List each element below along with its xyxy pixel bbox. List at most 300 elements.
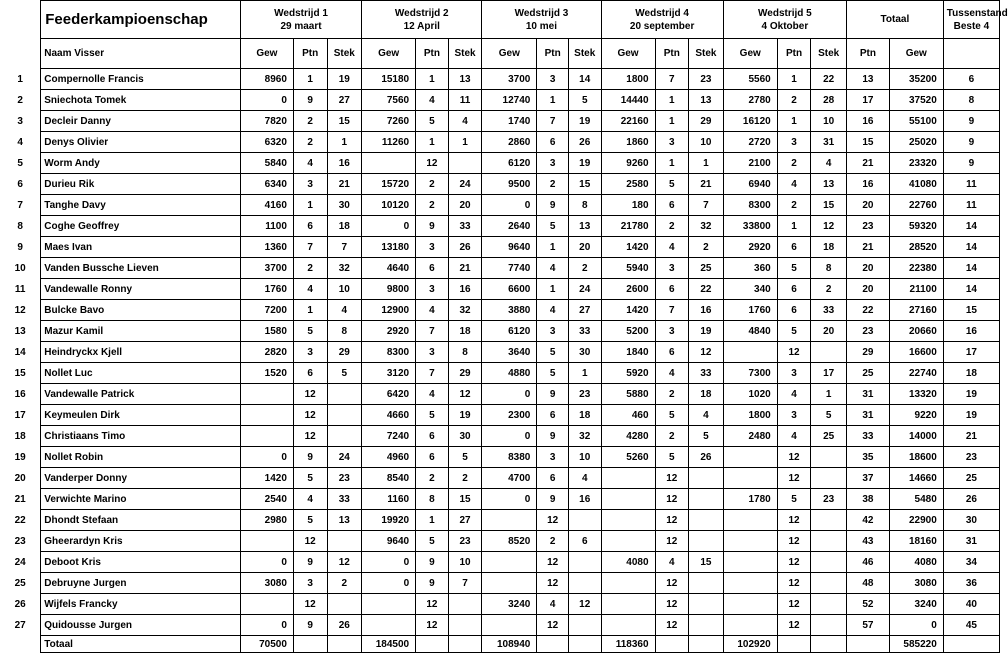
peg-cell: 21 bbox=[689, 174, 724, 195]
weight-cell: 15720 bbox=[362, 174, 416, 195]
peg-cell bbox=[811, 468, 847, 489]
points-cell: 12 bbox=[777, 531, 811, 552]
peg-cell: 12 bbox=[448, 384, 482, 405]
best4-cell: 36 bbox=[943, 573, 999, 594]
points-cell: 3 bbox=[416, 279, 449, 300]
weight-cell: 2100 bbox=[723, 153, 777, 174]
points-cell: 9 bbox=[416, 573, 449, 594]
weight-cell: 0 bbox=[362, 552, 416, 573]
total-weight-cell: 18160 bbox=[889, 531, 943, 552]
total-points-cell: 16 bbox=[847, 111, 890, 132]
rank-cell: 7 bbox=[17, 199, 23, 211]
points-cell: 12 bbox=[777, 615, 811, 636]
points-cell: 5 bbox=[416, 531, 449, 552]
weight-cell bbox=[240, 384, 293, 405]
angler-name-cell: Nollet Robin bbox=[41, 447, 241, 468]
weight-cell: 1420 bbox=[601, 237, 655, 258]
total-weight-cell: 20660 bbox=[889, 321, 943, 342]
weight-cell bbox=[601, 531, 655, 552]
points-cell: 6 bbox=[777, 237, 811, 258]
angler-name-cell: Vanderper Donny bbox=[41, 468, 241, 489]
ptn-column-header: Ptn bbox=[777, 39, 811, 69]
best4-cell: 8 bbox=[943, 90, 999, 111]
table-row bbox=[0, 594, 1000, 615]
points-cell: 12 bbox=[293, 531, 327, 552]
peg-cell: 10 bbox=[811, 111, 847, 132]
weight-cell: 9800 bbox=[362, 279, 416, 300]
table-row bbox=[0, 111, 1000, 132]
peg-cell: 10 bbox=[689, 132, 724, 153]
weight-cell: 6120 bbox=[482, 321, 537, 342]
peg-cell bbox=[811, 342, 847, 363]
weight-cell: 6320 bbox=[240, 132, 293, 153]
weight-cell bbox=[723, 510, 777, 531]
weight-cell: 0 bbox=[240, 552, 293, 573]
points-cell: 12 bbox=[293, 594, 327, 615]
total-weight-cell: 0 bbox=[889, 615, 943, 636]
angler-name-cell: Sniechota Tomek bbox=[41, 90, 241, 111]
match-header-4: Wedstrijd 4 20 september bbox=[601, 1, 723, 39]
peg-cell bbox=[811, 447, 847, 468]
weight-cell: 4700 bbox=[482, 468, 537, 489]
weight-cell: 3640 bbox=[482, 342, 537, 363]
best4-cell: 14 bbox=[943, 216, 999, 237]
weight-cell: 0 bbox=[240, 90, 293, 111]
weight-cell: 1360 bbox=[240, 237, 293, 258]
points-cell: 12 bbox=[655, 573, 689, 594]
points-cell: 3 bbox=[777, 363, 811, 384]
peg-cell: 33 bbox=[811, 300, 847, 321]
points-cell: 12 bbox=[777, 573, 811, 594]
weight-cell: 1740 bbox=[482, 111, 537, 132]
points-cell: 2 bbox=[537, 174, 569, 195]
points-cell: 9 bbox=[293, 552, 327, 573]
totals-empty-cell bbox=[293, 636, 327, 653]
rank-cell: 23 bbox=[14, 535, 26, 547]
points-cell: 12 bbox=[293, 405, 327, 426]
points-cell: 5 bbox=[777, 258, 811, 279]
total-points-cell: 31 bbox=[847, 384, 890, 405]
total-points-cell: 17 bbox=[847, 90, 890, 111]
totals-empty-cell bbox=[847, 636, 890, 653]
best4-cell: 9 bbox=[943, 153, 999, 174]
weight-cell: 1020 bbox=[723, 384, 777, 405]
total-points-cell: 20 bbox=[847, 195, 890, 216]
points-cell: 2 bbox=[777, 153, 811, 174]
angler-name-cell: Quidousse Jurgen bbox=[41, 615, 241, 636]
points-cell: 9 bbox=[416, 216, 449, 237]
peg-cell: 4 bbox=[448, 111, 482, 132]
points-cell: 1 bbox=[293, 69, 327, 90]
weight-cell: 13180 bbox=[362, 237, 416, 258]
weight-cell bbox=[601, 594, 655, 615]
weight-cell bbox=[601, 468, 655, 489]
points-cell: 6 bbox=[777, 300, 811, 321]
total-points-cell: 38 bbox=[847, 489, 890, 510]
peg-cell: 8 bbox=[327, 321, 362, 342]
peg-cell: 12 bbox=[327, 552, 362, 573]
total-weight-cell: 9220 bbox=[889, 405, 943, 426]
points-cell: 3 bbox=[777, 132, 811, 153]
rank-cell: 8 bbox=[17, 220, 23, 232]
table-row bbox=[0, 426, 1000, 447]
peg-cell bbox=[811, 594, 847, 615]
angler-name-cell: Vandewalle Patrick bbox=[41, 384, 241, 405]
angler-name-cell: Vanden Bussche Lieven bbox=[41, 258, 241, 279]
points-cell: 4 bbox=[537, 594, 569, 615]
weight-cell: 340 bbox=[723, 279, 777, 300]
total-weight-cell: 18600 bbox=[889, 447, 943, 468]
peg-cell: 21 bbox=[327, 174, 362, 195]
totals-empty-cell bbox=[327, 636, 362, 653]
weight-cell: 1840 bbox=[601, 342, 655, 363]
gew-column-header: Gew bbox=[240, 39, 293, 69]
peg-cell: 19 bbox=[689, 321, 724, 342]
total-points-cell: 29 bbox=[847, 342, 890, 363]
weight-cell: 7820 bbox=[240, 111, 293, 132]
points-cell: 9 bbox=[293, 90, 327, 111]
weight-cell bbox=[723, 342, 777, 363]
total-points-cell: 52 bbox=[847, 594, 890, 615]
weight-cell: 8960 bbox=[240, 69, 293, 90]
points-cell: 12 bbox=[416, 594, 449, 615]
weight-cell bbox=[601, 510, 655, 531]
best4-cell: 26 bbox=[943, 489, 999, 510]
weight-cell: 6420 bbox=[362, 384, 416, 405]
table-row bbox=[0, 90, 1000, 111]
rank-cell: 12 bbox=[14, 304, 26, 316]
weight-cell: 8520 bbox=[482, 531, 537, 552]
weight-cell bbox=[362, 153, 416, 174]
peg-cell: 33 bbox=[568, 321, 601, 342]
peg-cell: 10 bbox=[448, 552, 482, 573]
points-cell: 1 bbox=[655, 153, 689, 174]
points-cell: 3 bbox=[537, 447, 569, 468]
table-row bbox=[0, 510, 1000, 531]
points-cell: 3 bbox=[416, 342, 449, 363]
weight-cell: 14440 bbox=[601, 90, 655, 111]
peg-cell: 20 bbox=[448, 195, 482, 216]
points-cell: 12 bbox=[655, 510, 689, 531]
peg-cell bbox=[811, 552, 847, 573]
peg-cell: 31 bbox=[811, 132, 847, 153]
table-row bbox=[0, 531, 1000, 552]
peg-cell: 15 bbox=[568, 174, 601, 195]
points-cell: 12 bbox=[655, 489, 689, 510]
points-cell: 2 bbox=[777, 90, 811, 111]
weight-cell bbox=[723, 447, 777, 468]
gew-column-header: Gew bbox=[482, 39, 537, 69]
peg-cell: 16 bbox=[568, 489, 601, 510]
peg-cell: 8 bbox=[448, 342, 482, 363]
total-weight-cell: 4080 bbox=[889, 552, 943, 573]
peg-cell: 24 bbox=[568, 279, 601, 300]
peg-cell: 4 bbox=[327, 300, 362, 321]
points-cell: 2 bbox=[293, 111, 327, 132]
weight-cell: 15180 bbox=[362, 69, 416, 90]
best4-cell: 11 bbox=[943, 195, 999, 216]
peg-cell: 12 bbox=[811, 216, 847, 237]
peg-cell: 14 bbox=[568, 69, 601, 90]
peg-cell bbox=[448, 615, 482, 636]
rank-cell: 10 bbox=[14, 262, 26, 274]
points-cell: 5 bbox=[537, 342, 569, 363]
totals-empty-cell bbox=[777, 636, 811, 653]
points-cell: 5 bbox=[537, 216, 569, 237]
header-row-matches bbox=[0, 1, 1000, 39]
points-cell: 6 bbox=[537, 405, 569, 426]
points-cell: 6 bbox=[537, 468, 569, 489]
angler-name-cell: Dhondt Stefaan bbox=[41, 510, 241, 531]
peg-cell: 7 bbox=[327, 237, 362, 258]
best4-cell: 40 bbox=[943, 594, 999, 615]
total-points-cell: 23 bbox=[847, 216, 890, 237]
peg-cell: 20 bbox=[811, 321, 847, 342]
total-weight-cell: 3240 bbox=[889, 594, 943, 615]
rank-cell: 3 bbox=[17, 115, 23, 127]
peg-cell: 18 bbox=[327, 216, 362, 237]
peg-cell: 7 bbox=[448, 573, 482, 594]
totals-empty-cell bbox=[655, 636, 689, 653]
points-cell: 1 bbox=[537, 90, 569, 111]
weight-cell: 2820 bbox=[240, 342, 293, 363]
peg-cell bbox=[568, 510, 601, 531]
points-cell: 5 bbox=[293, 321, 327, 342]
points-cell: 3 bbox=[655, 258, 689, 279]
peg-cell: 27 bbox=[327, 90, 362, 111]
best4-cell: 23 bbox=[943, 447, 999, 468]
points-cell: 1 bbox=[777, 216, 811, 237]
weight-cell: 2720 bbox=[723, 132, 777, 153]
weight-cell bbox=[362, 615, 416, 636]
points-cell: 12 bbox=[777, 594, 811, 615]
total-points-cell: 22 bbox=[847, 300, 890, 321]
angler-name-cell: Nollet Luc bbox=[41, 363, 241, 384]
peg-cell: 26 bbox=[327, 615, 362, 636]
angler-name-cell: Durieu Rik bbox=[41, 174, 241, 195]
points-cell: 12 bbox=[537, 510, 569, 531]
points-cell: 5 bbox=[777, 321, 811, 342]
table-row bbox=[0, 363, 1000, 384]
points-cell: 4 bbox=[416, 90, 449, 111]
points-cell: 6 bbox=[655, 195, 689, 216]
peg-cell: 19 bbox=[568, 153, 601, 174]
points-cell: 12 bbox=[655, 468, 689, 489]
table-row bbox=[0, 468, 1000, 489]
angler-name-cell: Worm Andy bbox=[41, 153, 241, 174]
peg-cell: 5 bbox=[448, 447, 482, 468]
weight-cell: 0 bbox=[482, 195, 537, 216]
weight-cell: 5560 bbox=[723, 69, 777, 90]
weight-cell bbox=[723, 468, 777, 489]
points-cell: 12 bbox=[416, 615, 449, 636]
total-points-cell: 48 bbox=[847, 573, 890, 594]
peg-cell: 29 bbox=[448, 363, 482, 384]
peg-cell: 30 bbox=[568, 342, 601, 363]
peg-cell bbox=[689, 615, 724, 636]
points-cell: 2 bbox=[416, 195, 449, 216]
peg-cell: 10 bbox=[568, 447, 601, 468]
rank-cell: 9 bbox=[17, 241, 23, 253]
peg-cell: 8 bbox=[568, 195, 601, 216]
weight-cell bbox=[723, 615, 777, 636]
rank-cell: 24 bbox=[14, 556, 26, 568]
points-cell: 4 bbox=[655, 552, 689, 573]
points-cell: 5 bbox=[416, 111, 449, 132]
points-cell: 12 bbox=[777, 510, 811, 531]
weight-cell: 21780 bbox=[601, 216, 655, 237]
weight-cell: 2640 bbox=[482, 216, 537, 237]
weight-cell bbox=[240, 531, 293, 552]
total-weight-cell: 28520 bbox=[889, 237, 943, 258]
weight-cell: 1860 bbox=[601, 132, 655, 153]
points-cell: 3 bbox=[537, 153, 569, 174]
page-title: Feederkampioenschap bbox=[41, 1, 241, 39]
weight-cell: 3120 bbox=[362, 363, 416, 384]
match-header-2: Wedstrijd 2 12 April bbox=[362, 1, 482, 39]
peg-cell: 16 bbox=[327, 153, 362, 174]
weight-cell: 22160 bbox=[601, 111, 655, 132]
peg-cell bbox=[327, 426, 362, 447]
points-cell: 1 bbox=[777, 69, 811, 90]
total-weight-cell: 25020 bbox=[889, 132, 943, 153]
totals-empty-cell bbox=[811, 636, 847, 653]
gew-column-header: Gew bbox=[601, 39, 655, 69]
points-cell: 5 bbox=[293, 468, 327, 489]
table-row bbox=[0, 552, 1000, 573]
weight-cell: 0 bbox=[482, 384, 537, 405]
peg-cell: 33 bbox=[689, 363, 724, 384]
weight-cell: 3700 bbox=[482, 69, 537, 90]
rank-cell: 17 bbox=[14, 409, 26, 421]
weight-cell: 1760 bbox=[240, 279, 293, 300]
peg-cell bbox=[568, 552, 601, 573]
weight-cell bbox=[482, 573, 537, 594]
best4-cell: 14 bbox=[943, 237, 999, 258]
peg-cell bbox=[327, 405, 362, 426]
match-total-weight: 118360 bbox=[601, 636, 655, 653]
total-weight-cell: 14000 bbox=[889, 426, 943, 447]
points-cell: 2 bbox=[537, 531, 569, 552]
angler-name-cell: Christiaans Timo bbox=[41, 426, 241, 447]
points-cell: 9 bbox=[416, 552, 449, 573]
angler-name-cell: Decleir Danny bbox=[41, 111, 241, 132]
peg-cell: 32 bbox=[689, 216, 724, 237]
rank-cell: 13 bbox=[14, 325, 26, 337]
points-cell: 1 bbox=[416, 132, 449, 153]
peg-cell: 32 bbox=[568, 426, 601, 447]
ptn-column-header: Ptn bbox=[655, 39, 689, 69]
table-row bbox=[0, 321, 1000, 342]
points-cell: 7 bbox=[655, 69, 689, 90]
peg-cell: 1 bbox=[689, 153, 724, 174]
rank-cell: 6 bbox=[17, 178, 23, 190]
best4-cell: 11 bbox=[943, 174, 999, 195]
weight-cell: 0 bbox=[482, 489, 537, 510]
points-cell: 12 bbox=[777, 468, 811, 489]
peg-cell: 25 bbox=[689, 258, 724, 279]
points-cell: 4 bbox=[416, 300, 449, 321]
stek-column-header: Stek bbox=[689, 39, 724, 69]
rank-cell: 14 bbox=[14, 346, 26, 358]
total-weight-cell: 22760 bbox=[889, 195, 943, 216]
totals-empty-cell bbox=[537, 636, 569, 653]
rank-cell: 15 bbox=[14, 367, 26, 379]
weight-cell: 0 bbox=[362, 216, 416, 237]
total-weight-cell: 22900 bbox=[889, 510, 943, 531]
stek-column-header: Stek bbox=[568, 39, 601, 69]
weight-cell: 7200 bbox=[240, 300, 293, 321]
points-cell: 4 bbox=[293, 279, 327, 300]
points-cell: 2 bbox=[777, 195, 811, 216]
peg-cell: 1 bbox=[448, 132, 482, 153]
weight-cell bbox=[601, 489, 655, 510]
peg-cell: 4 bbox=[568, 468, 601, 489]
peg-cell: 23 bbox=[568, 384, 601, 405]
rank-cell: 26 bbox=[14, 598, 26, 610]
weight-cell: 4840 bbox=[723, 321, 777, 342]
total-points-cell: 35 bbox=[847, 447, 890, 468]
weight-cell: 1800 bbox=[723, 405, 777, 426]
weight-cell: 0 bbox=[362, 573, 416, 594]
peg-cell: 33 bbox=[327, 489, 362, 510]
weight-cell: 9500 bbox=[482, 174, 537, 195]
weight-cell: 2600 bbox=[601, 279, 655, 300]
weight-cell: 3700 bbox=[240, 258, 293, 279]
totals-empty-cell bbox=[689, 636, 724, 653]
points-cell: 9 bbox=[537, 384, 569, 405]
best4-cell: 6 bbox=[943, 69, 999, 90]
weight-cell: 1580 bbox=[240, 321, 293, 342]
table-row bbox=[0, 153, 1000, 174]
peg-cell: 18 bbox=[568, 405, 601, 426]
points-cell: 4 bbox=[655, 237, 689, 258]
name-column-header: Naam Visser bbox=[41, 39, 241, 69]
points-cell: 4 bbox=[293, 153, 327, 174]
points-cell: 2 bbox=[655, 216, 689, 237]
table-row bbox=[0, 174, 1000, 195]
points-cell: 2 bbox=[416, 174, 449, 195]
rank-cell: 16 bbox=[14, 388, 26, 400]
table-row bbox=[0, 405, 1000, 426]
weight-cell bbox=[601, 573, 655, 594]
weight-cell: 12740 bbox=[482, 90, 537, 111]
angler-name-cell: Debruyne Jurgen bbox=[41, 573, 241, 594]
weight-cell: 5260 bbox=[601, 447, 655, 468]
match-header-5: Wedstrijd 5 4 Oktober bbox=[723, 1, 846, 39]
weight-cell: 7260 bbox=[362, 111, 416, 132]
peg-cell bbox=[689, 510, 724, 531]
peg-cell: 1 bbox=[568, 363, 601, 384]
best4-cell: 16 bbox=[943, 321, 999, 342]
total-gew-column-header: Gew bbox=[889, 39, 943, 69]
totals-empty-cell bbox=[416, 636, 449, 653]
points-cell: 4 bbox=[537, 300, 569, 321]
weight-cell: 1800 bbox=[601, 69, 655, 90]
angler-name-cell: Wijfels Francky bbox=[41, 594, 241, 615]
total-weight-cell: 22740 bbox=[889, 363, 943, 384]
points-cell: 2 bbox=[293, 132, 327, 153]
peg-cell: 18 bbox=[811, 237, 847, 258]
total-points-cell: 16 bbox=[847, 174, 890, 195]
peg-cell: 2 bbox=[448, 468, 482, 489]
total-points-cell: 21 bbox=[847, 153, 890, 174]
weight-cell: 1420 bbox=[240, 468, 293, 489]
weight-cell: 1420 bbox=[601, 300, 655, 321]
weight-cell: 2480 bbox=[723, 426, 777, 447]
weight-cell: 2920 bbox=[723, 237, 777, 258]
points-cell: 7 bbox=[293, 237, 327, 258]
